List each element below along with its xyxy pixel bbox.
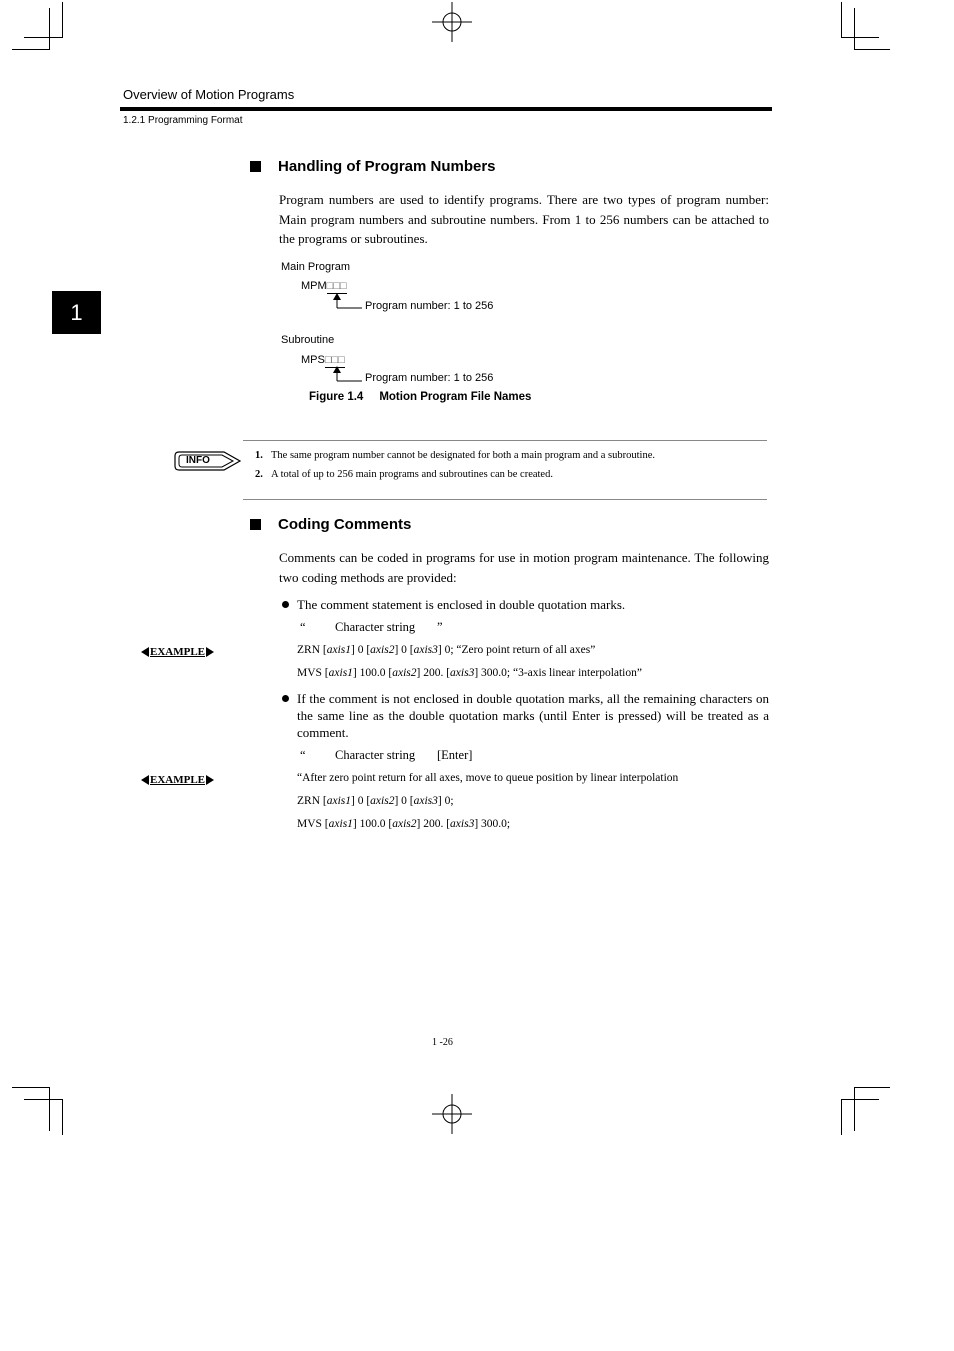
syntax-close-quote: ” xyxy=(437,620,443,634)
registration-target-top xyxy=(432,2,472,42)
bullet-item xyxy=(297,690,769,741)
main-prefix: MPM xyxy=(301,280,327,292)
example-tag-label: EXAMPLE xyxy=(150,646,205,658)
figure-main-note: Program number: 1 to 256 xyxy=(365,300,494,312)
triangle-left-icon xyxy=(141,775,149,785)
bullet-dot-icon xyxy=(282,601,289,608)
section-heading-coding-comments xyxy=(250,516,411,533)
syntax-enter-key: [Enter] xyxy=(437,748,473,762)
code-text: MVS [ xyxy=(297,818,329,830)
figure-main-code xyxy=(301,280,347,294)
bullet-text: If the comment is not enclosed in double quotation marks, all the remaining characters on the same line as the double quotation marks (until Enter is pressed) will be treated as a comment. xyxy=(297,691,769,740)
section-paragraph: Program numbers are used to identify programs. There are two types of program number: Main program numbers and subroutine numbers. From 1 to 256 numbers can be attached to the programs or subroutines. xyxy=(279,192,769,246)
info-badge-label: INFO xyxy=(186,455,210,466)
figure-main-label: Main Program xyxy=(281,261,351,273)
code-arg: axis3 xyxy=(413,795,438,807)
figure-caption-number: Figure 1.4 xyxy=(309,391,364,403)
example-comment-line: “After zero point return for all axes, move to queue position by linear interpolation xyxy=(297,772,679,784)
info-bottom-rule xyxy=(243,499,767,500)
example-code-line xyxy=(297,795,454,807)
subsection-label: 1.2.1 Programming Format xyxy=(123,115,243,126)
figure-caption-title: Motion Program File Names xyxy=(379,391,532,403)
sub-prefix: MPS xyxy=(301,354,325,366)
code-arg: axis3 xyxy=(413,644,438,656)
code-text: ] 0 [ xyxy=(351,795,371,807)
code-text: ZRN [ xyxy=(297,644,327,656)
placeholder-boxes: □□□ xyxy=(326,280,347,292)
placeholder-boxes: □□□ xyxy=(324,354,345,366)
bullet-text: The comment statement is enclosed in double quotation marks. xyxy=(297,597,626,612)
example-tag xyxy=(141,774,214,786)
section-heading-text: Coding Comments xyxy=(278,516,412,533)
code-arg: axis2 xyxy=(370,644,395,656)
code-text: ] 0 [ xyxy=(394,795,414,807)
info-top-rule xyxy=(243,440,767,441)
page-number: 1 -26 xyxy=(432,1037,453,1048)
code-arg: axis2 xyxy=(392,818,417,830)
code-text: ] 100.0 [ xyxy=(352,818,393,830)
code-text: ] 100.0 [ xyxy=(352,667,393,679)
syntax-body: Character string xyxy=(335,748,416,762)
syntax-open-quote: “ xyxy=(300,748,306,762)
example-tag xyxy=(141,646,214,658)
example-code-line xyxy=(297,644,595,656)
info-item-number: 2. xyxy=(255,469,263,480)
heading-square-icon xyxy=(250,519,261,530)
section-heading-program-numbers xyxy=(250,158,496,175)
code-text: ] 300.0; “3-axis linear interpolation” xyxy=(474,667,642,679)
code-text: ] 200. [ xyxy=(416,818,451,830)
info-item xyxy=(255,450,655,461)
code-text: ] 0; xyxy=(437,795,454,807)
pointer-arrow-icon xyxy=(331,366,363,382)
pointer-arrow-icon xyxy=(331,293,363,309)
triangle-left-icon xyxy=(141,647,149,657)
code-text: MVS [ xyxy=(297,667,329,679)
code-arg: axis3 xyxy=(450,667,475,679)
registration-target-bottom xyxy=(432,1094,472,1134)
code-arg: axis2 xyxy=(392,667,417,679)
example-tag-label: EXAMPLE xyxy=(150,774,205,786)
section-paragraph: Comments can be coded in programs for use in motion program maintenance. The following two coding methods are provided: xyxy=(279,550,769,585)
code-text: ZRN [ xyxy=(297,795,327,807)
syntax-open-quote: “ xyxy=(300,620,306,634)
section-heading-text: Handling of Program Numbers xyxy=(278,158,496,175)
code-arg: axis1 xyxy=(328,818,353,830)
code-text: ] 0 [ xyxy=(394,644,414,656)
running-title: Overview of Motion Programs xyxy=(123,87,295,102)
example-code-line xyxy=(297,667,642,679)
code-text: ] 300.0; xyxy=(474,818,511,830)
header-rule xyxy=(120,107,772,111)
heading-square-icon xyxy=(250,161,261,172)
info-item-number: 1. xyxy=(255,450,263,461)
info-item-text: The same program number cannot be designated for both a main program and a subroutine. xyxy=(271,450,656,461)
triangle-right-icon xyxy=(206,775,214,785)
chapter-tab: 1 xyxy=(52,291,101,334)
triangle-right-icon xyxy=(206,647,214,657)
code-text: ] 0; “Zero point return of all axes” xyxy=(437,644,596,656)
figure-caption xyxy=(309,391,531,403)
code-arg: axis2 xyxy=(370,795,395,807)
code-text: ] 0 [ xyxy=(351,644,371,656)
info-item-text: A total of up to 256 main programs and subroutines can be created. xyxy=(271,469,553,480)
code-arg: axis1 xyxy=(326,644,351,656)
bullet-item xyxy=(297,596,769,613)
syntax-body: Character string xyxy=(335,620,416,634)
info-item xyxy=(255,469,553,480)
bullet-dot-icon xyxy=(282,695,289,702)
code-arg: axis3 xyxy=(450,818,475,830)
code-text: ] 200. [ xyxy=(416,667,451,679)
code-arg: axis1 xyxy=(328,667,353,679)
figure-sub-note: Program number: 1 to 256 xyxy=(365,372,494,384)
example-code-line xyxy=(297,818,510,830)
figure-sub-label: Subroutine xyxy=(281,334,335,346)
code-arg: axis1 xyxy=(326,795,351,807)
